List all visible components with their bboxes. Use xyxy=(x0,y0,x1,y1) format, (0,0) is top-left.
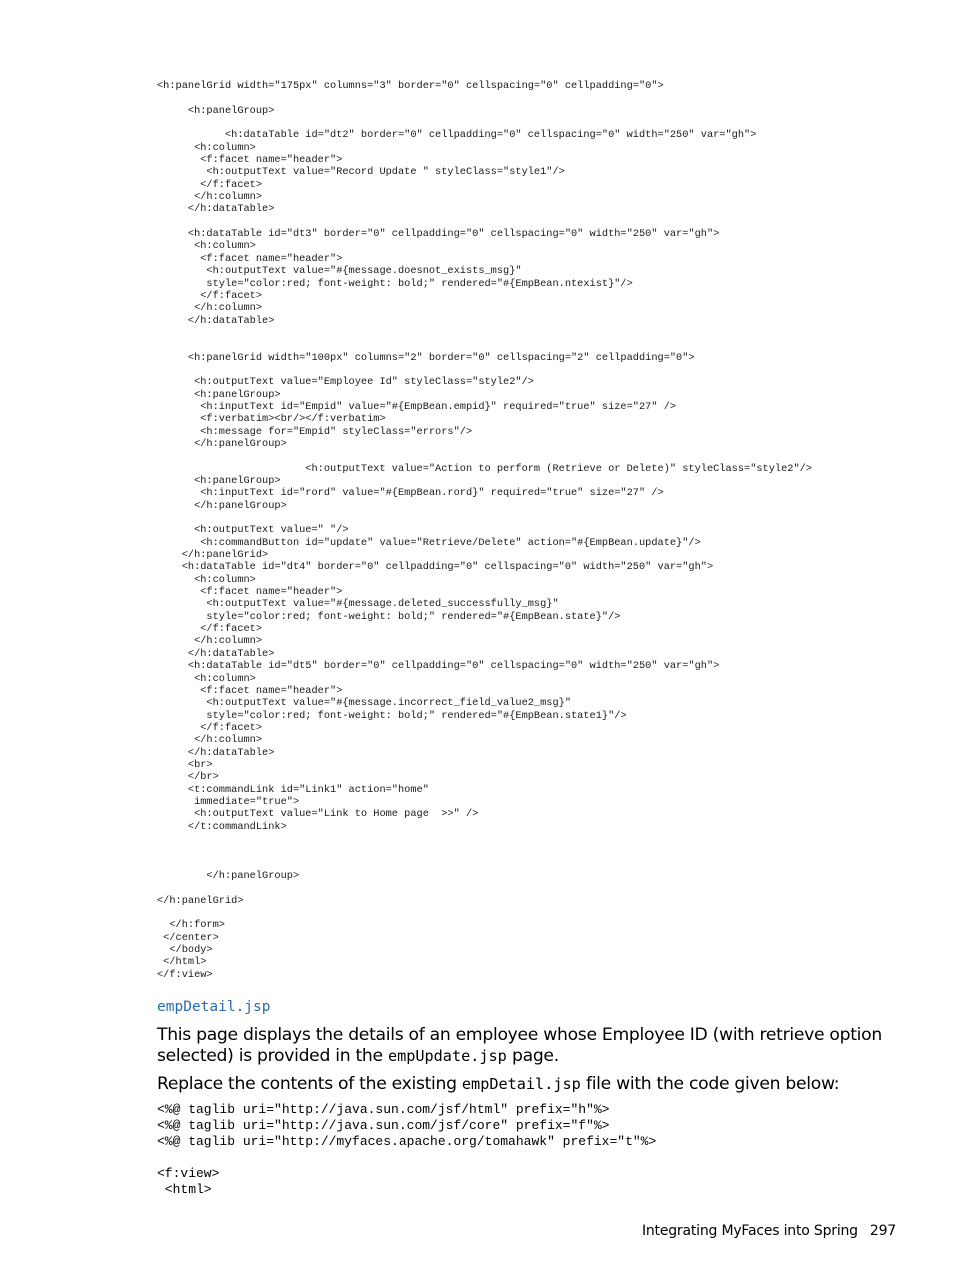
paragraph-text: page. xyxy=(506,1046,559,1066)
code-line: <h:column> xyxy=(157,240,256,253)
code-line: <h:commandButton id="update" value="Retrieve/Delete" action="#{EmpBean.update}"/> xyxy=(157,536,701,549)
code-line: </h:dataTable> xyxy=(157,203,275,216)
code-line: <h:outputText value="#{message.deleted_successfully_msg}" xyxy=(157,598,559,611)
code-line: </h:column> xyxy=(157,191,263,204)
code-line: </h:column> xyxy=(157,635,263,648)
code-line xyxy=(157,117,937,129)
code-line: </h:dataTable> xyxy=(157,746,275,759)
code-line: <h:outputText value="Action to perform (Retrieve or Delete)" styleClass="style2"/> xyxy=(157,462,812,475)
instruction-paragraph xyxy=(157,1074,927,1095)
code-line: <f:facet name="header"> xyxy=(157,252,343,265)
code-line: style="color:red; font-weight: bold;" rendered="#{EmpBean.ntexist}"/> xyxy=(157,277,633,290)
code-line xyxy=(157,339,937,351)
code-line: </h:form> xyxy=(157,919,225,932)
code-line xyxy=(157,327,937,339)
code-line: </f:facet> xyxy=(157,623,263,636)
paragraph-text: This page displays the details of an employee whose Employee ID (with retrieve option selected) is provided in the xyxy=(157,1025,882,1066)
code-line xyxy=(157,1150,656,1166)
code-line xyxy=(157,845,937,857)
footer-title: Integrating MyFaces into Spring xyxy=(641,1223,858,1239)
code-line xyxy=(157,858,937,870)
code-listing-continued xyxy=(157,80,937,981)
code-line: </f:facet> xyxy=(157,289,263,302)
code-line: <h:inputText id="rord" value="#{EmpBean.rord}" required="true" size="27" /> xyxy=(157,487,664,500)
code-line: <h:column> xyxy=(157,573,256,586)
code-line: <h:message for="Empid" styleClass="errors"/> xyxy=(157,425,473,438)
code-line xyxy=(157,512,937,524)
code-line: </h:panelGrid> xyxy=(157,549,269,562)
code-line: <f:facet name="header"> xyxy=(157,684,343,697)
code-line: </f:facet> xyxy=(157,178,263,191)
code-line xyxy=(157,450,937,462)
code-line: <h:outputText value="Record Update " styleClass="style1"/> xyxy=(157,166,565,179)
code-line: <%@ taglib uri="http://java.sun.com/jsf/core" prefix="f"%> xyxy=(157,1118,610,1133)
description-paragraph xyxy=(157,1025,927,1067)
code-line: </h:dataTable> xyxy=(157,647,275,660)
code-line: </h:column> xyxy=(157,302,263,315)
page-footer xyxy=(642,1223,896,1239)
code-line: </html> xyxy=(157,956,207,969)
code-line: <h:outputText value="Link to Home page >>" /> xyxy=(157,808,479,821)
code-line: <f:facet name="header"> xyxy=(157,154,343,167)
code-line: <h:panelGrid width="100px" columns="2" border="0" cellspacing="2" cellpadding="0"> xyxy=(157,351,695,364)
paragraph-text: file with the code given below: xyxy=(580,1074,840,1094)
code-line xyxy=(157,92,937,104)
code-line: </h:panelGrid> xyxy=(157,894,244,907)
code-line: <h:column> xyxy=(157,141,256,154)
code-line: </h:dataTable> xyxy=(157,314,275,327)
code-line: <h:outputText value="#{message.incorrect_field_value2_msg}" xyxy=(157,697,572,710)
code-line: <h:outputText value="Employee Id" styleClass="style2"/> xyxy=(157,376,534,389)
code-line: <h:dataTable id="dt2" border="0" cellpadding="0" cellspacing="0" width="250" var="gh"> xyxy=(157,129,757,142)
inline-code: empUpdate.jsp xyxy=(387,1047,507,1065)
code-line: <br> xyxy=(157,758,213,771)
code-line: style="color:red; font-weight: bold;" rendered="#{EmpBean.state1}"/> xyxy=(157,709,627,722)
code-line: <h:panelGroup> xyxy=(157,388,281,401)
code-line: <h:outputText value=" "/> xyxy=(157,524,349,537)
code-line: <%@ taglib uri="http://java.sun.com/jsf/html" prefix="h"%> xyxy=(157,1102,610,1117)
code-line: <f:view> xyxy=(157,1166,220,1181)
code-line xyxy=(157,907,937,919)
inline-code: empDetail.jsp xyxy=(461,1075,581,1093)
section-heading: empDetail.jsp xyxy=(157,999,271,1015)
code-line: <h:dataTable id="dt5" border="0" cellpadding="0" cellspacing="0" width="250" var="gh"> xyxy=(157,660,720,673)
code-line: <html> xyxy=(157,1182,212,1197)
code-line: </h:panelGroup> xyxy=(157,437,287,450)
code-line: <t:commandLink id="Link1" action="home" xyxy=(157,783,429,796)
code-line: </h:column> xyxy=(157,734,263,747)
code-line: <h:column> xyxy=(157,672,256,685)
code-line: </br> xyxy=(157,771,219,784)
code-line: <h:dataTable id="dt3" border="0" cellpadding="0" cellspacing="0" width="250" var="gh"> xyxy=(157,228,720,241)
page-number: 297 xyxy=(869,1223,896,1239)
code-line: <h:inputText id="Empid" value="#{EmpBean.empid}" required="true" size="27" /> xyxy=(157,400,677,413)
code-line: </h:panelGroup> xyxy=(157,870,300,882)
code-line: </body> xyxy=(157,944,213,957)
code-line xyxy=(157,882,937,894)
code-line: <h:panelGroup> xyxy=(157,104,275,117)
code-line xyxy=(157,364,937,376)
code-line: <h:panelGrid width="175px" columns="3" border="0" cellspacing="0" cellpadding="0"> xyxy=(157,80,664,92)
code-line: <h:outputText value="#{message.doesnot_exists_msg}" xyxy=(157,265,522,278)
code-line xyxy=(157,216,937,228)
code-line: </center> xyxy=(157,931,219,944)
code-line: <h:panelGroup> xyxy=(157,475,281,487)
code-line: <h:dataTable id="dt4" border="0" cellpadding="0" cellspacing="0" width="250" var="gh"> xyxy=(157,561,714,574)
code-line: </t:commandLink> xyxy=(157,820,287,833)
code-line: <f:facet name="header"> xyxy=(157,586,343,599)
code-line: </h:panelGroup> xyxy=(157,499,287,512)
code-line: <%@ taglib uri="http://myfaces.apache.org/tomahawk" prefix="t"%> xyxy=(157,1134,657,1149)
code-line: immediate="true"> xyxy=(157,795,300,808)
paragraph-text: Replace the contents of the existing xyxy=(157,1074,462,1094)
code-line: style="color:red; font-weight: bold;" rendered="#{EmpBean.state}"/> xyxy=(157,610,621,623)
code-line: </f:facet> xyxy=(157,721,263,734)
code-line xyxy=(157,833,937,845)
code-line: </f:view> xyxy=(157,968,213,981)
code-line: <f:verbatim><br/></f:verbatim> xyxy=(157,413,386,426)
code-listing-start xyxy=(157,1102,656,1198)
